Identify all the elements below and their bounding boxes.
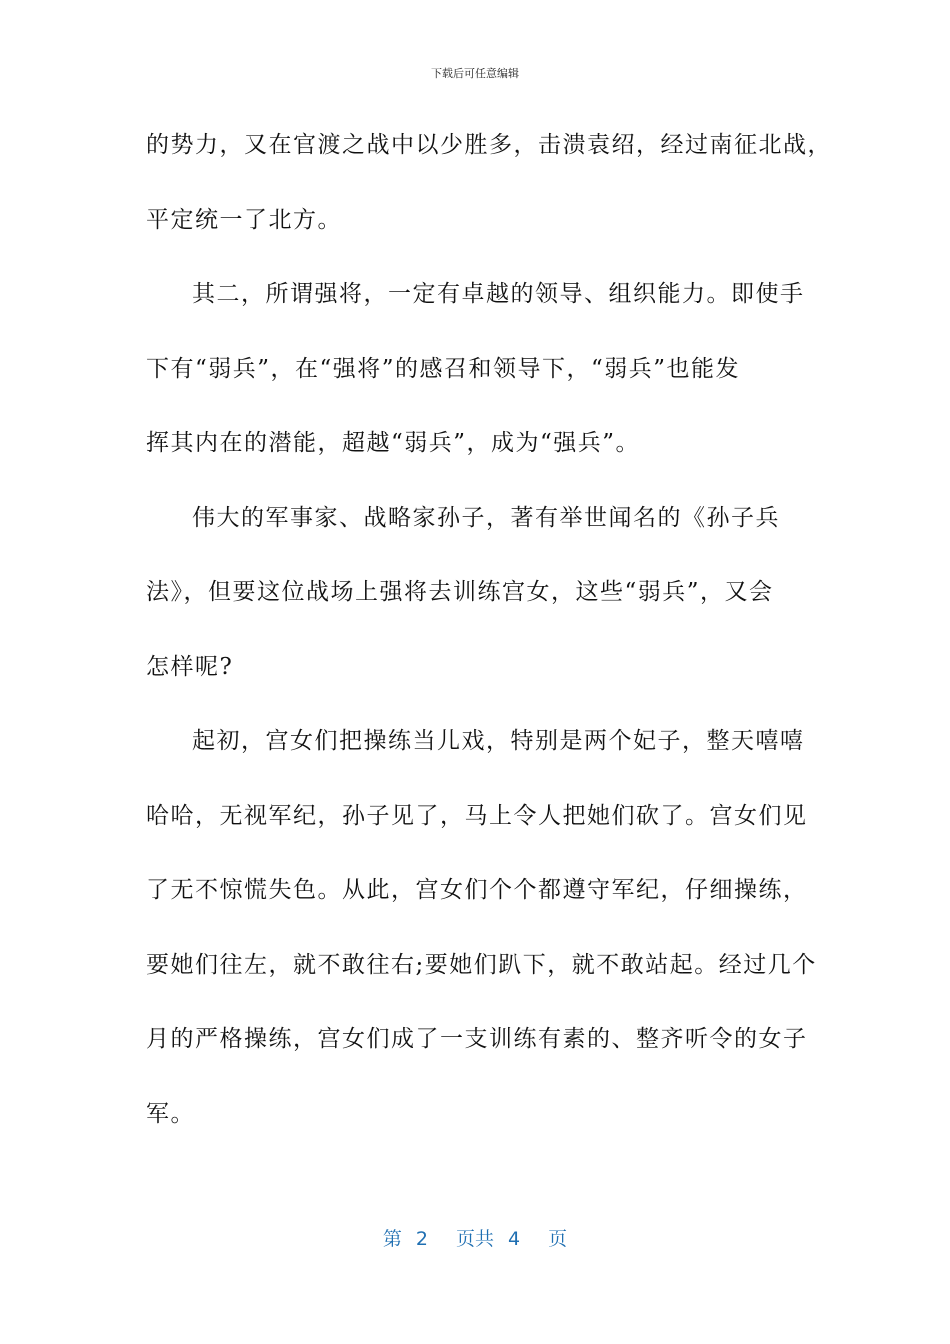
body-line: 哈哈，无视军纪，孙子见了，马上令人把她们砍了。宫女们见 [146, 802, 808, 829]
body-line: 军。 [146, 1100, 195, 1127]
page-label-suffix: 页 [548, 1228, 568, 1250]
page-footer [0, 1226, 950, 1252]
body-line: 法》，但要这位战场上强将去训练宫女，这些“弱兵”，又会 [146, 579, 774, 605]
page-label-prefix: 第 [382, 1228, 402, 1250]
page-label-middle: 页共 [455, 1228, 494, 1250]
body-line: 怎样呢? [146, 653, 234, 680]
paragraph-start-line: 伟大的军事家、战略家孙子，著有举世闻名的《孙子兵 [192, 504, 780, 531]
body-line: 平定统一了北方。 [146, 206, 342, 233]
body-line: 月的严格操练，宫女们成了一支训练有素的、整齐听令的女子 [146, 1026, 808, 1052]
page-header: 下载后可任意编辑 [431, 67, 519, 80]
current-page-number: 2 [415, 1228, 428, 1250]
paragraph-start-line: 其二，所谓强将，一定有卓越的领导、组织能力。即使手 [192, 281, 805, 307]
body-line: 了无不惊慌失色。从此，宫女们个个都遵守军纪，仔细操练， [146, 877, 808, 903]
body-line: 的势力，又在官渡之战中以少胜多，击溃袁绍，经过南征北战， [146, 132, 832, 158]
total-page-count: 4 [508, 1228, 521, 1250]
body-line: 下有“弱兵”，在“强将”的感召和领导下，“弱兵”也能发 [146, 355, 741, 382]
body-line: 要她们往左，就不敢往右;要她们趴下，就不敢站起。经过几个 [146, 951, 817, 978]
paragraph-start-line: 起初，宫女们把操练当儿戏，特别是两个妃子，整天嘻嘻 [192, 728, 805, 754]
document-body [146, 116, 832, 1159]
body-line: 挥其内在的潜能，超越“弱兵”，成为“强兵”。 [146, 430, 641, 456]
